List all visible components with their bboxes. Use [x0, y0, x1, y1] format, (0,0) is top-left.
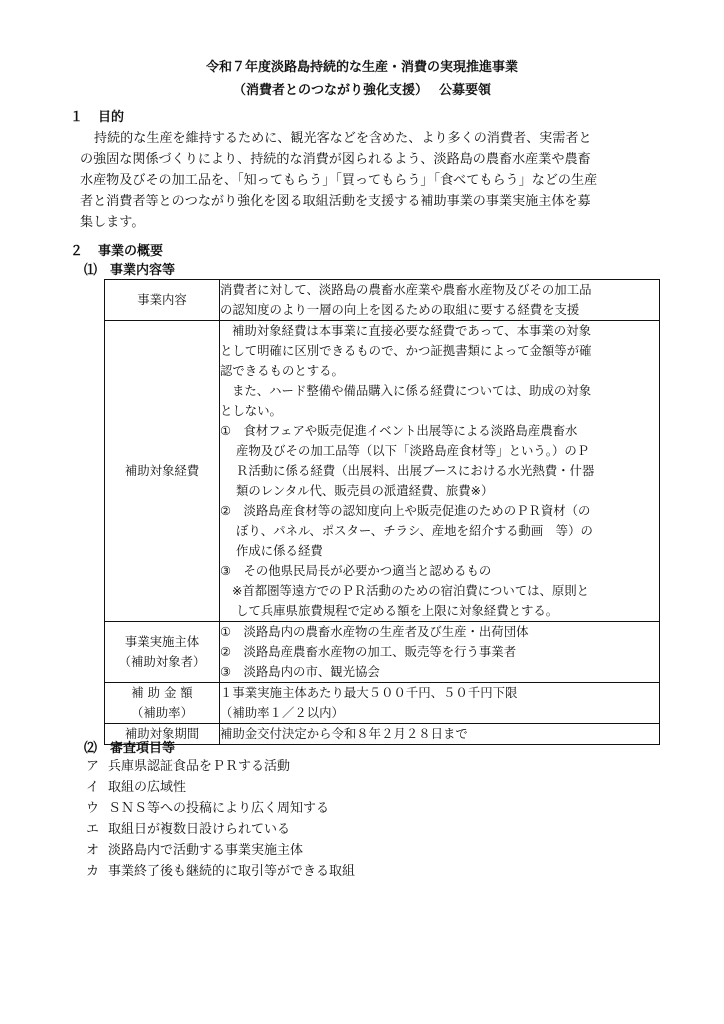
value-subsidy-amount: １事業実施主体あたり最大５００千円、５０千円下限 （補助率１／２以内） — [220, 683, 660, 724]
table-row-content — [105, 280, 660, 321]
section1-number: １ — [70, 110, 84, 125]
value-subsidy-period: 補助金交付決定から令和８年２月２８日まで — [220, 724, 660, 745]
section1-line: 持続的な生産を維持するために、観光客などを含めた、より多くの消費者、実需者と — [94, 131, 592, 146]
section1-line: の強固な関係づくりにより、持続的な消費が図られるよう、淡路島の農畜水産業や農畜 — [80, 152, 591, 167]
criteria-list — [86, 756, 355, 882]
section1-line: 水産物及びその加工品を、「知ってもらう」「買ってもらう」「食べてもらう」などの生産 — [80, 173, 598, 188]
list-item: イ 取組の広域性 — [86, 780, 187, 795]
label-implementer: 事業実施主体 （補助対象者） — [105, 622, 220, 683]
label-subsidy-period: 補助対象期間 — [105, 724, 220, 745]
table-row-implementer — [105, 622, 660, 683]
label-subsidy-amount: 補 助 金 額 （補助率） — [105, 683, 220, 724]
document-subtitle: （消費者とのつながり強化支援） 公募要領 — [232, 83, 492, 98]
section1-heading: 目的 — [98, 110, 125, 125]
section2-heading: 事業の概要 — [98, 244, 164, 259]
value-project-content: 消費者に対して、淡路島の農畜水産業や農畜水産物及びその加工品 の認知度のより一層の向上を図るための取組に要する経費を支援 — [220, 280, 660, 321]
list-item: ア 兵庫県認証食品をＰＲする活動 — [86, 759, 291, 774]
section1-body — [80, 128, 670, 233]
value-implementer: ① 淡路島内の農畜水産物の生産者及び生産・出荷団体 ② 淡路島産農畜水産物の加工、販売等を行う事業者 ③ 淡路島内の市、観光協会 — [220, 622, 660, 683]
label-project-content: 事業内容 — [105, 280, 220, 321]
section1-line: 集します。 — [80, 215, 145, 230]
value-eligible-expenses: 補助対象経費は本事業に直接必要な経費であって、本事業の対象 として明確に区別できるもので、かつ証拠書類によって金額等が確 認できるものとする。 また、ハード整備や備品購入に係る経費については、助成の対象 としない。 ① 食材フェアや販売促進イベント出展等による淡路島産農畜水 産物及びその加工品等（以下「淡路島産食材等」という。）のＰ Ｒ活動に係る経費（出展料、出展ブースにおける水光熱費・什器 類のレンタル代、販売員の派遣経費、旅費※） ② 淡路島産食材等の認知度向上や販売促進のためのＰＲ資材（の ぼり、パネル、ポスター、チラシ、産地を紹介する動画 等）の 作成に係る経費 ③ その他県民局長が必要かつ適当と認めるもの ※首都圏等遠方でのＰＲ活動のための宿泊費については、原則と して兵庫県旅費規程で定める額を上限に対象経費とする。 — [220, 321, 660, 622]
project-overview-table — [104, 279, 660, 745]
section1-line: 者と消費者等とのつながり強化を図る取組活動を支援する補助事業の事業実施主体を募 — [80, 194, 591, 209]
table-row-period — [105, 724, 660, 745]
list-item: ウ ＳＮＳ等への投稿により広く周知する — [86, 801, 330, 816]
section2-number: ２ — [70, 244, 84, 259]
table-row-amount — [105, 683, 660, 724]
list-item: オ 淡路島内で活動する事業実施主体 — [86, 843, 304, 858]
document-title: 令和７年度淡路島持続的な生産・消費の実現推進事業 — [205, 60, 518, 75]
label-eligible-expenses: 補助対象経費 — [105, 321, 220, 622]
subsection-content-heading: ⑴ 事業内容等 — [84, 263, 176, 278]
table-row-expenses — [105, 321, 660, 622]
list-item: エ 取組日が複数日設けられている — [86, 822, 291, 837]
list-item: カ 事業終了後も継続的に取引等ができる取組 — [86, 864, 356, 879]
subsection-criteria-heading: ⑵ 審査項目等 — [84, 741, 176, 756]
